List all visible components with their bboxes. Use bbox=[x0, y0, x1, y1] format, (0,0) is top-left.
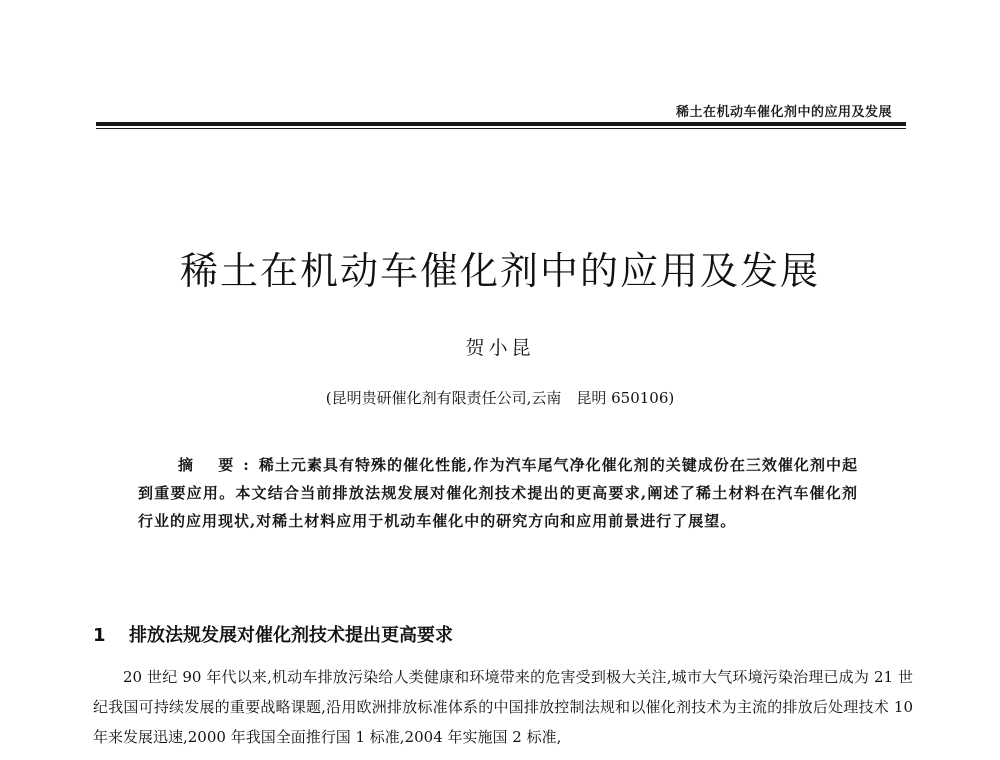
running-head: 稀土在机动车催化剂中的应用及发展 bbox=[675, 105, 892, 120]
abstract-text: 稀土元素具有特殊的催化性能,作为汽车尾气净化催化剂的关键成份在三效催化剂中起到重要应用。本文结合当前排放法规发展对催化剂技术提出的更高要求,阐述了稀土材料在汽车催化剂行业的应用现状,对稀土材料应用于机动车催化中的研究方向和应用前景进行了展望。 bbox=[138, 456, 858, 530]
abstract bbox=[138, 451, 858, 535]
author-name: 贺小昆 bbox=[465, 337, 535, 359]
section-heading bbox=[93, 621, 913, 647]
body-paragraph: 20 世纪 90 年代以来,机动车排放污染给人类健康和环境带来的危害受到极大关注,城市大气环境污染治理已成为 21 世纪我国可持续发展的重要战略课题,沿用欧洲排放标准体系的中国排放控制法规和以催化剂技术为主流的排放后处理技术 10 年来发展迅速,2000 年我国全面推行国 1 标准,2004 年实施国 2 标准, bbox=[93, 668, 913, 746]
section-title: 排放法规发展对催化剂技术提出更高要求 bbox=[129, 625, 453, 646]
paper-title: 稀土在机动车催化剂中的应用及发展 bbox=[179, 249, 820, 293]
header-rule-thin bbox=[96, 128, 906, 129]
author-affiliation: (昆明贵研催化剂有限责任公司,云南 昆明 650106) bbox=[325, 389, 675, 407]
header-rule-thick bbox=[96, 122, 906, 126]
abstract-label: 摘 要: bbox=[178, 456, 259, 474]
section-number: 1 bbox=[93, 625, 106, 646]
